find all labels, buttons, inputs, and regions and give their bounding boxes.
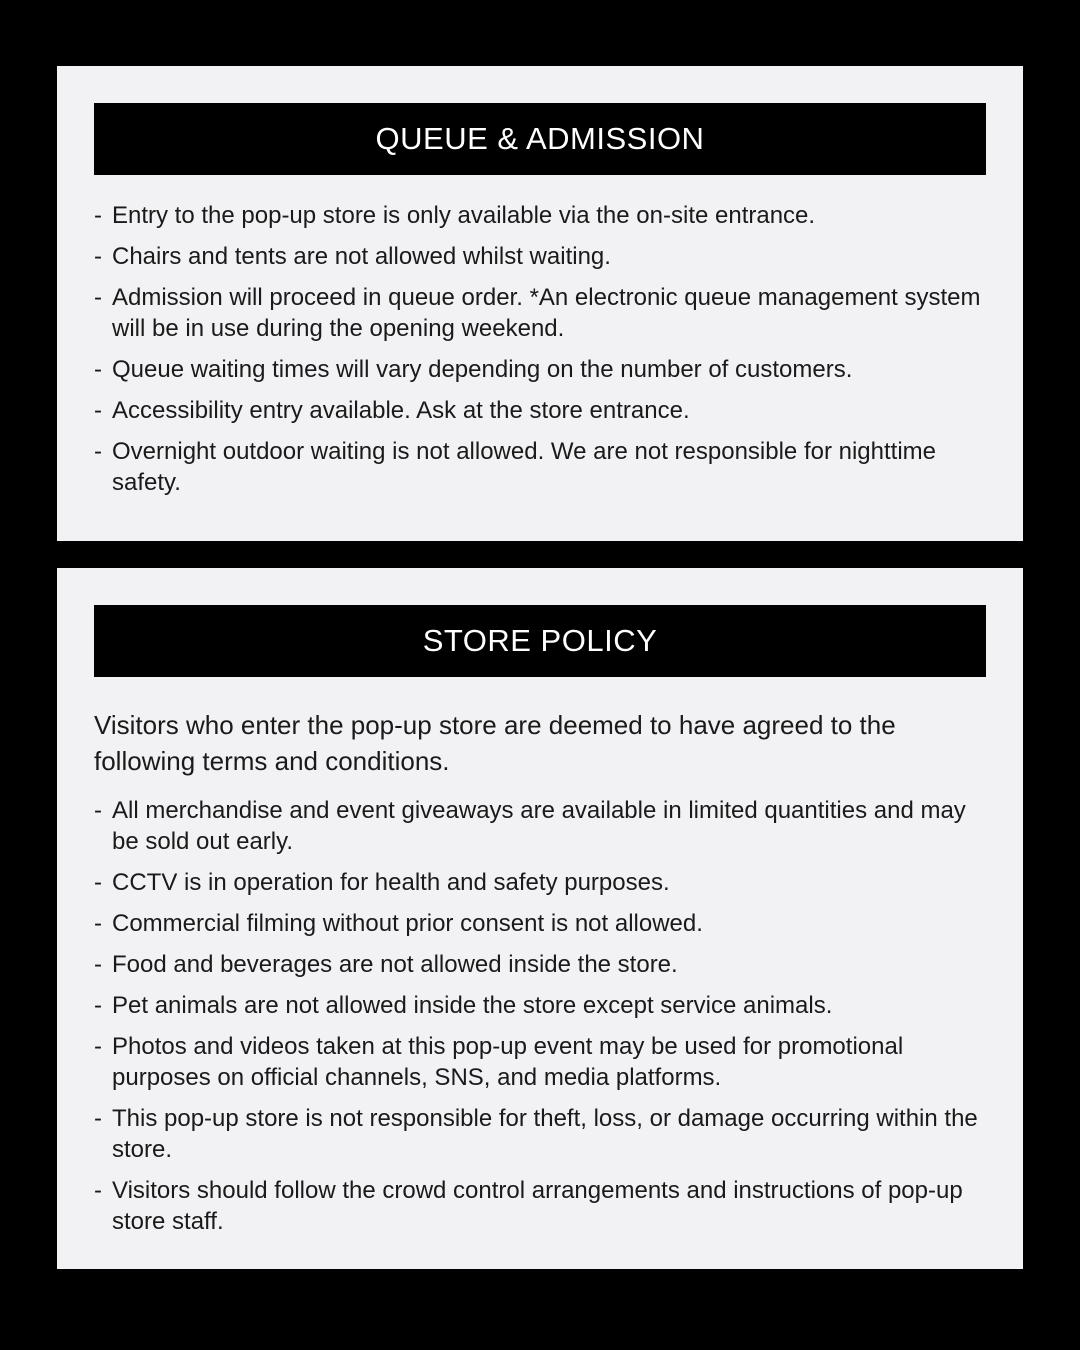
- policy-rule-item: - Commercial filming without prior consent is not allowed.: [94, 908, 986, 939]
- queue-rules-list: [94, 200, 986, 498]
- policy-rules-list: [94, 795, 986, 1237]
- queue-rule-item: - Accessibility entry available. Ask at the store entrance.: [94, 395, 986, 426]
- policy-rule-item: - All merchandise and event giveaways are available in limited quantities and may be sold out early.: [94, 795, 986, 857]
- policy-rule-item: - Pet animals are not allowed inside the store except service animals.: [94, 990, 986, 1021]
- store-policy-intro: Visitors who enter the pop-up store are deemed to have agreed to the following terms and conditions.: [94, 710, 896, 776]
- policy-rule-item: - Photos and videos taken at this pop-up event may be used for promotional purposes on official channels, SNS, and media platforms.: [94, 1031, 986, 1093]
- queue-admission-header: QUEUE & ADMISSION: [94, 103, 986, 175]
- store-policy-header: STORE POLICY: [94, 605, 986, 677]
- queue-rule-item: - Overnight outdoor waiting is not allowed. We are not responsible for nighttime safety.: [94, 436, 986, 498]
- queue-admission-panel: [57, 66, 1023, 541]
- policy-rule-item: - CCTV is in operation for health and safety purposes.: [94, 867, 986, 898]
- queue-rule-item: - Chairs and tents are not allowed whilst waiting.: [94, 241, 986, 272]
- queue-rule-item: - Queue waiting times will vary depending on the number of customers.: [94, 354, 986, 385]
- policy-rule-item: - Food and beverages are not allowed inside the store.: [94, 949, 986, 980]
- policy-rule-item: - Visitors should follow the crowd control arrangements and instructions of pop-up store staff.: [94, 1175, 986, 1237]
- queue-rule-item: - Entry to the pop-up store is only available via the on-site entrance.: [94, 200, 986, 231]
- queue-rule-item: - Admission will proceed in queue order. *An electronic queue management system will be in use during the opening weekend.: [94, 282, 986, 344]
- policy-rule-item: - This pop-up store is not responsible for theft, loss, or damage occurring within the store.: [94, 1103, 986, 1165]
- store-policy-panel: [57, 568, 1023, 1269]
